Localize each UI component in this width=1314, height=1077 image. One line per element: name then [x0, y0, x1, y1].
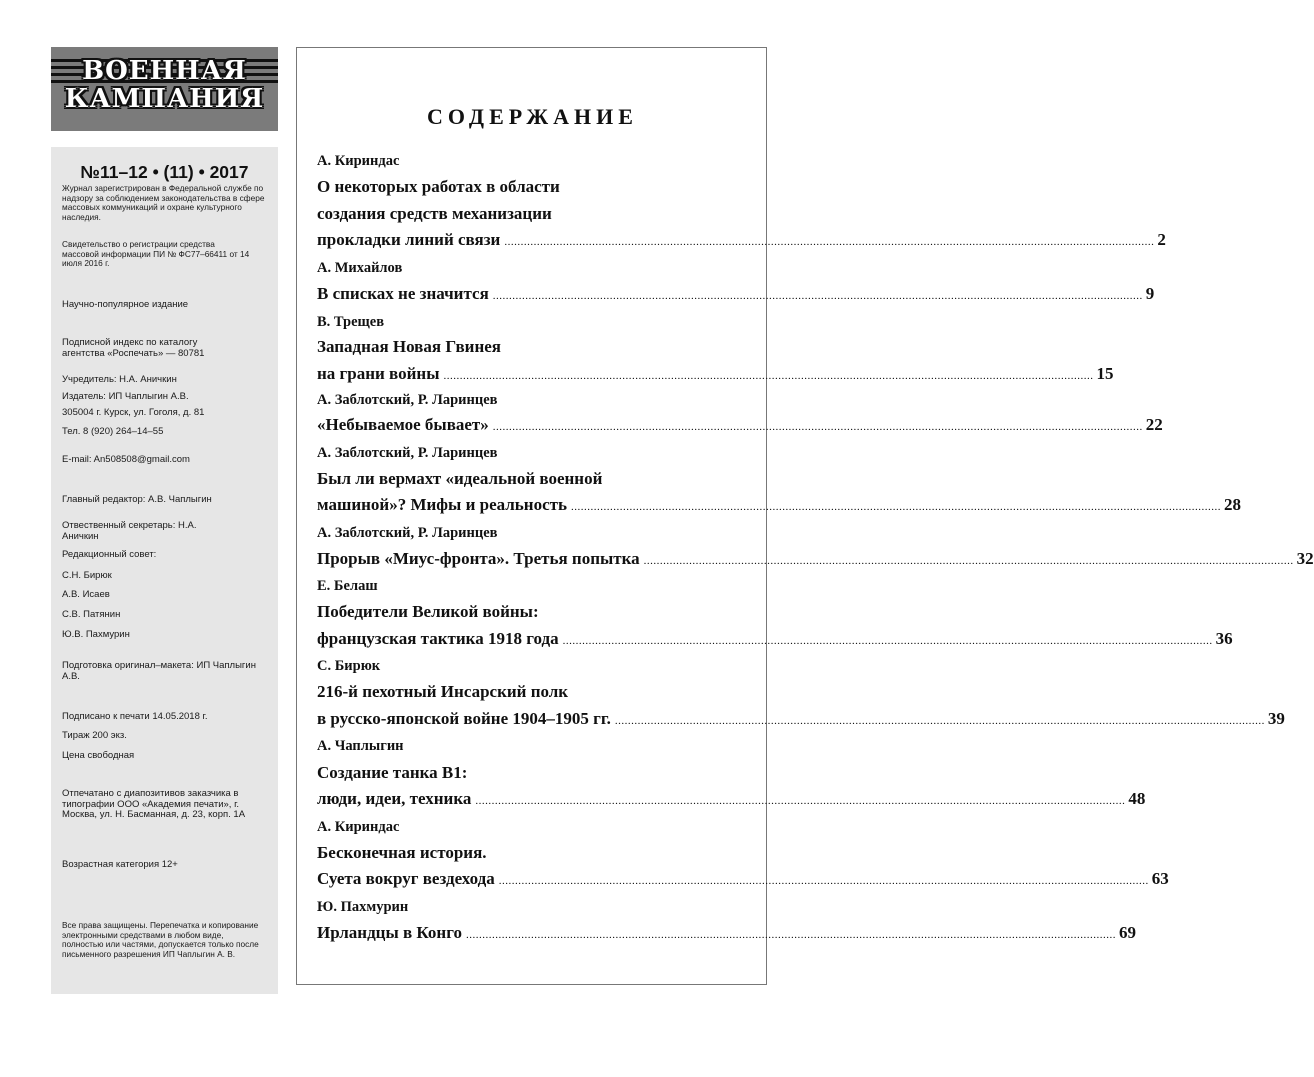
- toc-page-number: 48: [1128, 789, 1146, 808]
- toc-author: А. Заблотский, Р. Ларинцев: [317, 525, 498, 541]
- address-text: 305004 г. Курск, ул. Гоголя, д. 81: [62, 407, 205, 418]
- board-member: А.В. Исаев: [62, 589, 110, 600]
- toc-page-number: 15: [1096, 364, 1114, 383]
- toc-title-line: Прорыв «Миус-фронта». Третья попытка: [317, 549, 640, 568]
- toc-author: А. Кириндас: [317, 819, 400, 835]
- publisher-text: Издатель: ИП Чаплыгин А.В.: [62, 391, 189, 402]
- toc-title-line: французская тактика 1918 года: [317, 629, 559, 648]
- toc-entry-link[interactable]: [317, 709, 1285, 731]
- phone-text: Тел. 8 (920) 264–14–55: [62, 426, 164, 437]
- toc-entry-link[interactable]: [317, 869, 1169, 891]
- toc-title-line: О некоторых работах в области: [317, 177, 560, 196]
- issue-number: №11–12 • (11) • 2017: [80, 162, 249, 182]
- dot-leader: ........................................................................................................................................................................................................: [504, 236, 1155, 248]
- table-of-contents: [296, 47, 1314, 985]
- toc-page-number: 2: [1157, 230, 1166, 249]
- dot-leader: ........................................................................................................................................................................................................: [614, 715, 1265, 727]
- dot-leader: ........................................................................................................................................................................................................: [492, 290, 1143, 302]
- toc-author: Ю. Пахмурин: [317, 899, 409, 915]
- dot-leader: ........................................................................................................................................................................................................: [498, 875, 1149, 887]
- toc-title-line: Победители Великой войны:: [317, 602, 539, 621]
- toc-author: Е. Белаш: [317, 578, 378, 594]
- certificate-text: Свидетельство о регистрации средства массовой информации ПИ № ФС77–66411 от 14 июля 2016 г.: [62, 239, 250, 269]
- toc-page-number: 28: [1223, 495, 1241, 514]
- price-text: Цена свободная: [62, 750, 135, 761]
- age-category: Возрастная категория 12+: [62, 859, 178, 870]
- toc-author: А. Чаплыгин: [317, 738, 404, 754]
- board-title: Редакционный совет:: [62, 549, 157, 560]
- dot-leader: ........................................................................................................................................................................................................: [570, 501, 1221, 513]
- signed-text: Подписано к печати 14.05.2018 г.: [62, 711, 208, 722]
- exec-secretary-text: Отвественный секретарь: Н.А. Аничкин: [62, 520, 197, 542]
- toc-page-number: 39: [1267, 709, 1285, 728]
- logo-line-2: КАМПАНИЯ: [64, 84, 265, 114]
- founder-text: Учредитель: Н.А. Аничкин: [62, 374, 177, 385]
- dot-leader: ........................................................................................................................................................................................................: [466, 929, 1117, 941]
- printer-text: Отпечатано с диапозитивов заказчика в типографии ООО «Академия печати», г. Москва, ул. Н. Басманная, д. 23, корп. 1А: [62, 788, 246, 820]
- toc-author: С. Бирюк: [317, 658, 381, 674]
- toc-title-line: Был ли вермахт «идеальной военной: [317, 469, 603, 488]
- magazine-logo: [51, 47, 278, 131]
- toc-page-number: 69: [1119, 923, 1137, 942]
- toc-entry-link[interactable]: [317, 789, 1146, 811]
- toc-entry-link[interactable]: [317, 629, 1233, 651]
- toc-title-line: Создание танка В1:: [317, 763, 468, 782]
- toc-author: В. Трещев: [317, 314, 385, 330]
- toc-author: А. Михайлов: [317, 260, 403, 276]
- chief-editor-text: Главный редактор: А.В. Чаплыгин: [62, 494, 212, 505]
- circulation-text: Тираж 200 экз.: [62, 730, 127, 741]
- rights-text: Все права защищены. Перепечатка и копирование электронными средствами в любом виде, полностью или частями, допускается только после письменного разрешения ИП Чаплыгин А. В.: [62, 920, 259, 959]
- toc-entry-link[interactable]: [317, 923, 1137, 945]
- toc-page-number: 9: [1145, 284, 1155, 303]
- toc-title-line: люди, идеи, техника: [317, 789, 472, 808]
- logo-line-1: ВОЕННАЯ: [82, 56, 247, 86]
- board-member: С.Н. Бирюк: [62, 570, 112, 581]
- prep-text: Подготовка оригинал–макета: ИП Чаплыгин А.В.: [62, 660, 256, 682]
- toc-entry-link[interactable]: [317, 415, 1163, 437]
- dot-leader: ........................................................................................................................................................................................................: [562, 635, 1213, 647]
- toc-title-line: 216-й пехотный Инсарский полк: [317, 682, 569, 701]
- toc-title-line: «Небываемое бывает»: [317, 415, 489, 434]
- dot-leader: ........................................................................................................................................................................................................: [443, 370, 1094, 382]
- toc-title-line: на грани войны: [317, 364, 440, 383]
- toc-entry-link[interactable]: [317, 284, 1155, 306]
- toc-title-line: прокладки линий связи: [317, 230, 501, 249]
- logo-separator: [51, 131, 278, 147]
- logo-wordmark: [51, 57, 278, 113]
- toc-author: А. Заблотский, Р. Ларинцев: [317, 392, 498, 408]
- toc-page-number: 22: [1145, 415, 1163, 434]
- toc-title-line: в русско-японской войне 1904–1905 гг.: [317, 709, 611, 728]
- toc-entry-link[interactable]: [317, 495, 1241, 517]
- toc-title-line: машиной»? Мифы и реальность: [317, 495, 567, 514]
- toc-entry-link[interactable]: [317, 549, 1314, 571]
- masthead-sidebar: [51, 47, 278, 994]
- board-member: С.В. Патянин: [62, 609, 121, 620]
- dot-leader: ........................................................................................................................................................................................................: [492, 421, 1143, 433]
- toc-title-line: Суета вокруг вездехода: [317, 869, 495, 888]
- toc-title-line: создания средств механизации: [317, 204, 552, 223]
- email-text: E-mail: An508508@gmail.com: [62, 454, 190, 465]
- toc-entry-link[interactable]: [317, 364, 1114, 386]
- toc-author: А. Кириндас: [317, 153, 400, 169]
- board-member: Ю.В. Пахмурин: [62, 629, 130, 640]
- registration-text: Журнал зарегистрирован в Федеральной службе по надзору за соблюдением законодательства в сфере массовых коммуникаций и охране культурного наследия.: [62, 183, 265, 222]
- toc-title-line: В списках не значится: [317, 284, 489, 303]
- toc-page-number: 36: [1215, 629, 1233, 648]
- dot-leader: ........................................................................................................................................................................................................: [643, 555, 1294, 567]
- toc-title-line: Западная Новая Гвинея: [317, 337, 501, 356]
- toc-page-number: 32: [1296, 549, 1314, 568]
- toc-page-number: 63: [1151, 869, 1169, 888]
- toc-author: А. Заблотский, Р. Ларинцев: [317, 445, 498, 461]
- toc-entry-link[interactable]: [317, 230, 1166, 252]
- dot-leader: ........................................................................................................................................................................................................: [475, 795, 1126, 807]
- subscription-index: Подписной индекс по каталогу агентства «Роспечать» — 80781: [62, 337, 205, 359]
- toc-title-line: Бесконечная история.: [317, 843, 487, 862]
- edition-type: Научно-популярное издание: [62, 299, 189, 310]
- toc-title-line: Ирландцы в Конго: [317, 923, 463, 942]
- toc-title: СОДЕРЖАНИЕ: [427, 104, 638, 129]
